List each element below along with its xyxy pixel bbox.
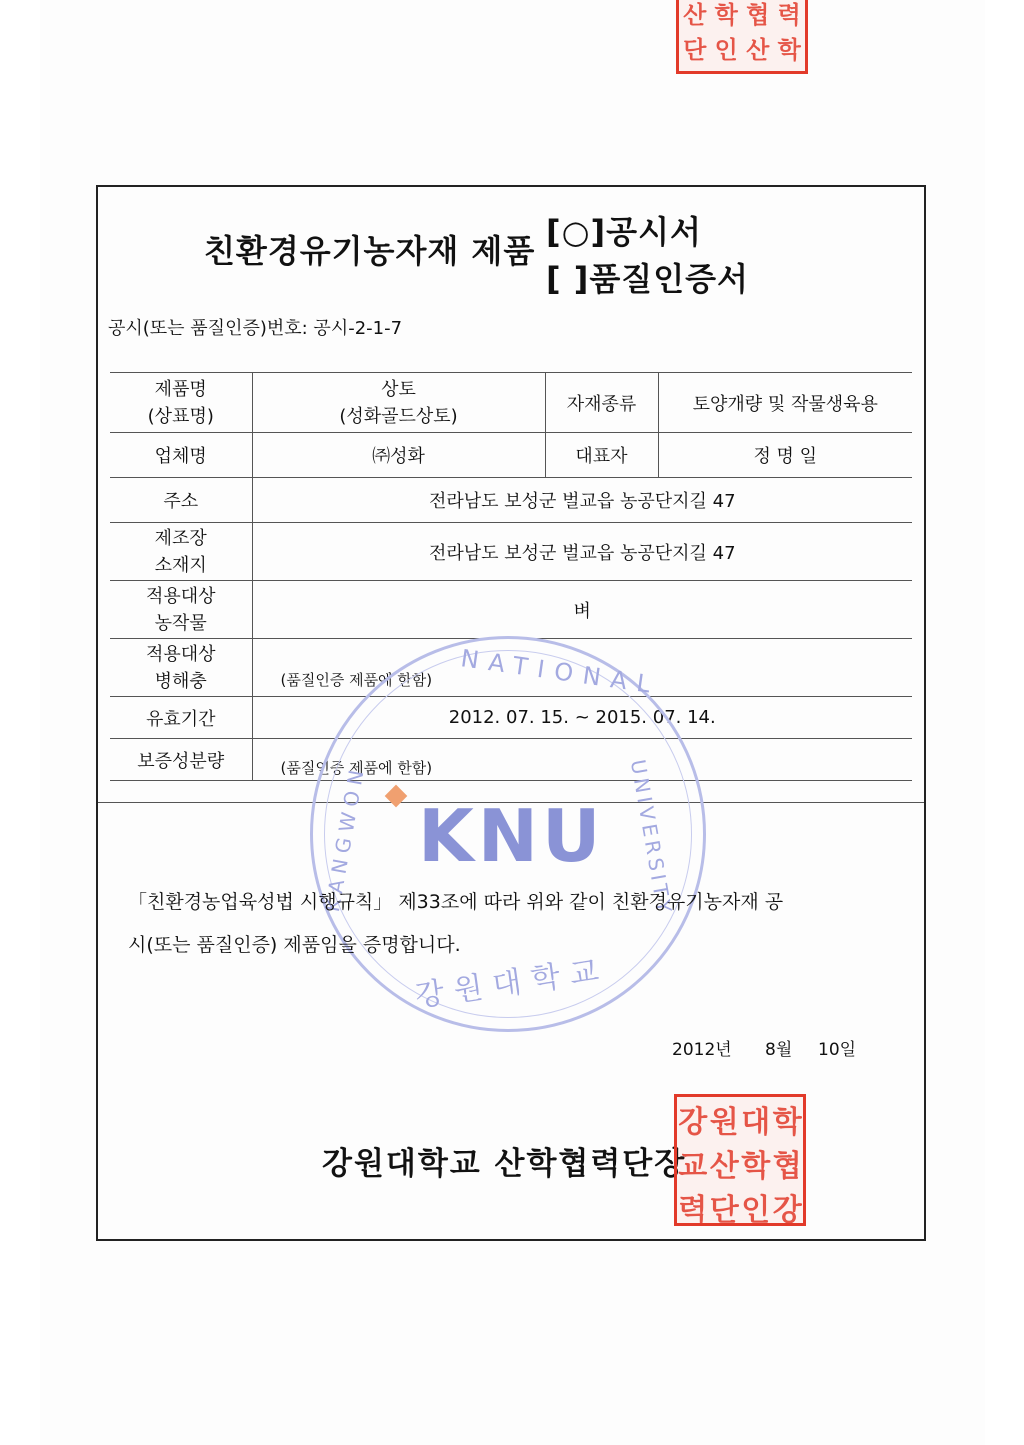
issue-date-month: 8월	[765, 1040, 793, 1060]
knu-logo: KNU	[418, 794, 605, 878]
statement-line-2: 시(또는 품질인증) 제품임을 증명합니다.	[128, 934, 461, 956]
stamp-rim-left: KANGWON	[319, 762, 370, 914]
table-row	[110, 478, 912, 523]
notice-number: 공시(또는 품질인증)번호: 공시-2-1-7	[108, 318, 403, 339]
seal-glyph: 인	[741, 1193, 771, 1228]
ceo-value: 정 명 일	[658, 433, 912, 478]
seal-glyph: 학	[741, 1149, 771, 1184]
stamp-rim-right: UNIVERSITY	[625, 757, 677, 919]
title-option-notice: [○]공시서	[546, 213, 702, 251]
university-stamp	[310, 636, 706, 1032]
seal-glyph: 협	[772, 1149, 802, 1184]
document-title: 친환경유기농자재 제품	[204, 232, 536, 270]
ingredient-label: 보증성분량	[110, 739, 252, 781]
stamp-rim-top: NATIONAL	[459, 644, 662, 700]
issue-date-year: 2012년	[672, 1040, 732, 1060]
validity-value: 2012. 07. 15. ~ 2015. 07. 14.	[252, 697, 912, 739]
address-value: 전라남도 보성군 벌교읍 농공단지길 47	[252, 478, 912, 523]
seal-glyph: 단	[683, 36, 707, 64]
seal-glyph: 원	[709, 1105, 739, 1140]
seal-glyph: 강	[772, 1193, 802, 1228]
seal-glyph: 단	[709, 1193, 739, 1228]
ingredient-value: (품질인증 제품에 한함)	[252, 739, 912, 781]
factory-location-label: 제조장 소재지	[110, 523, 252, 581]
seal-glyph: 력	[777, 1, 801, 29]
product-name-value: 상토 (성화골드상토)	[252, 373, 545, 433]
stamp-rim-bottom: 강원대학교	[413, 952, 611, 1015]
company-value: ㈜성화	[252, 433, 545, 478]
seal-glyph: 협	[746, 1, 770, 29]
table-row	[110, 433, 912, 478]
validity-label: 유효기간	[110, 697, 252, 739]
table-row	[110, 581, 912, 639]
seal-glyph: 강	[678, 1105, 708, 1140]
seal-glyph: 산	[683, 1, 707, 29]
target-pest-value: (품질인증 제품에 한함)	[252, 639, 912, 697]
official-seal-bottom	[674, 1094, 806, 1226]
address-label: 주소	[110, 478, 252, 523]
issuer-name: 강원대학교 산학협력단장	[322, 1146, 687, 1182]
product-name-label: 제품명 (상표명)	[110, 373, 252, 433]
seal-glyph: 산	[709, 1149, 739, 1184]
material-type-label: 자재종류	[545, 373, 658, 433]
target-crop-label: 적용대상 농작물	[110, 581, 252, 639]
statement-line-1: 「친환경농업육성법 시행규칙」 제33조에 따라 위와 같이 친환경유기농자재 공	[128, 891, 784, 913]
title-option-quality-cert: [ ]품질인증서	[546, 260, 749, 298]
factory-location-value: 전라남도 보성군 벌교읍 농공단지길 47	[252, 523, 912, 581]
official-seal-top	[676, 0, 808, 74]
seal-glyph: 학	[777, 36, 801, 64]
seal-glyph: 인	[714, 36, 738, 64]
issue-date-day: 10일	[818, 1040, 857, 1060]
table-row	[110, 373, 912, 433]
target-pest-label: 적용대상 병해충	[110, 639, 252, 697]
seal-glyph: 학	[772, 1105, 802, 1140]
table-row	[110, 523, 912, 581]
seal-glyph: 대	[741, 1105, 771, 1140]
seal-glyph: 교	[678, 1149, 708, 1184]
seal-glyph: 산	[746, 36, 770, 64]
company-label: 업체명	[110, 433, 252, 478]
seal-glyph: 력	[678, 1193, 708, 1228]
ceo-label: 대표자	[545, 433, 658, 478]
material-type-value: 토양개량 및 작물생육용	[658, 373, 912, 433]
seal-glyph: 학	[714, 1, 738, 29]
target-crop-value: 벼	[252, 581, 912, 639]
